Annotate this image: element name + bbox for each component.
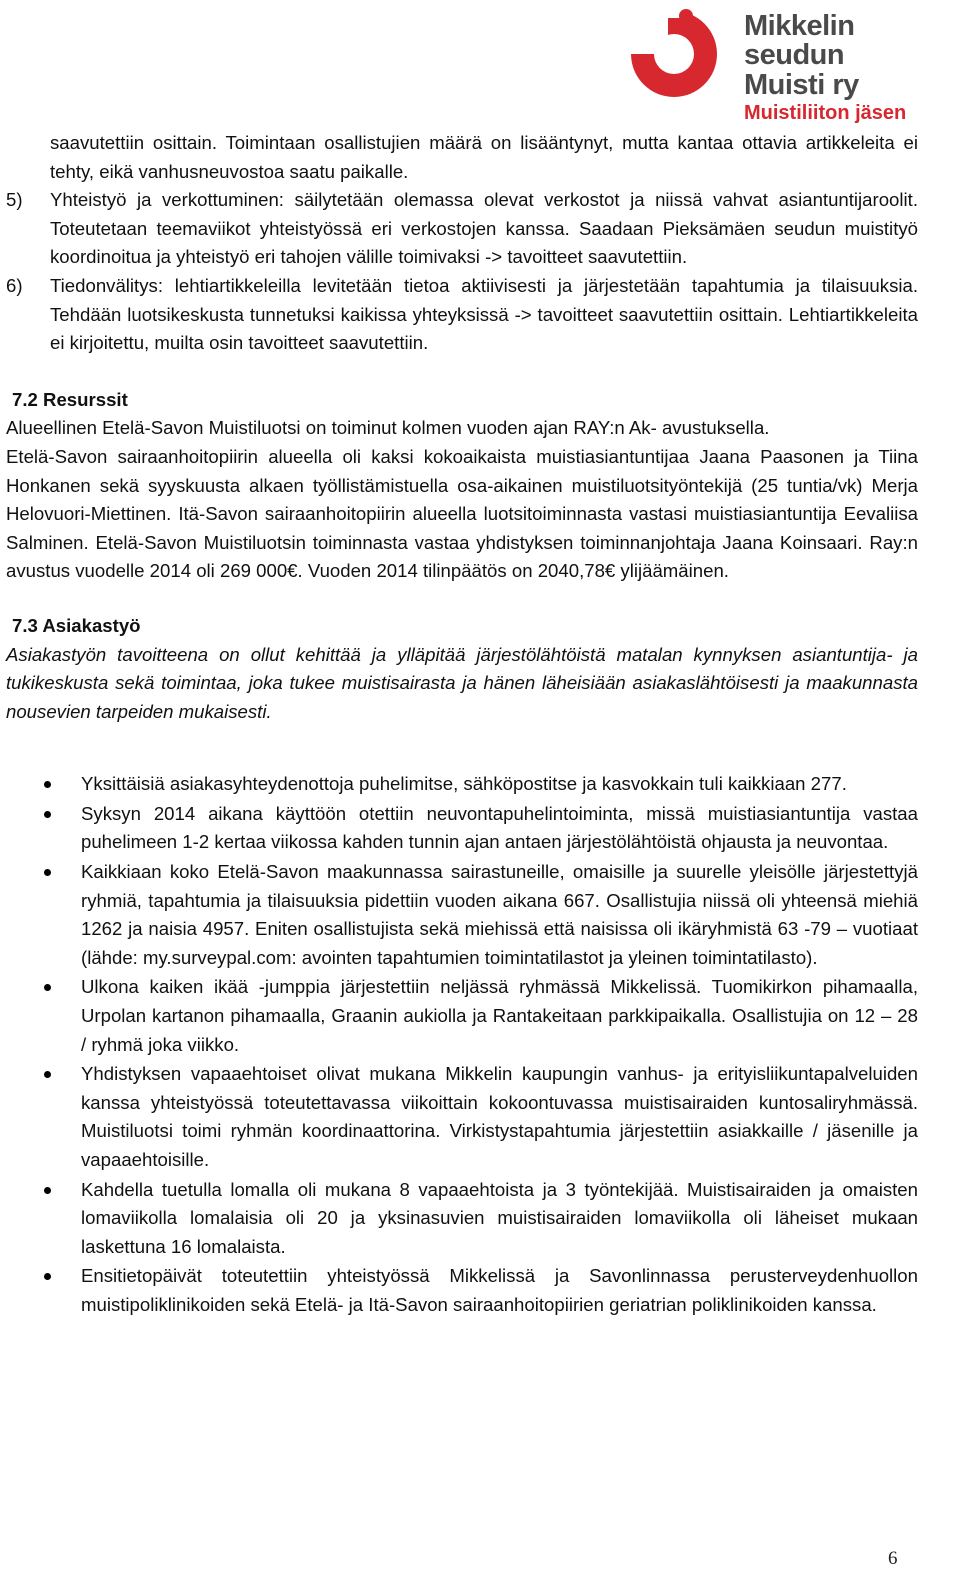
bullet-icon (44, 984, 51, 991)
bullet-icon (44, 1187, 51, 1194)
numbered-item (6, 272, 918, 358)
logo-line-1: Mikkelin seudun (744, 10, 855, 71)
resources-paragraph-2: Etelä-Savon sairaanhoitopiirin alueella oli kaksi kokoaikaista muistiasiantuntijaa Jaana Paasonen ja Tiina Honkanen sekä syyskuusta alkaen työllistämistuella osa-aikainen muistiluotsityöntekijä (25 tuntia/vk) Merja Helovuori-Miettinen. Itä-Savon sairaanhoitopiirin alueella luotsitoiminnasta vastasi muistiasiantuntija Eevaliisa Salminen. Etelä-Savon Muistiluotsin toiminnasta vastaa yhdistyksen toiminnanjohtaja Jaana Koinsaari. Ray:n avustus vuodelle 2014 oli 269 000€. Vuoden 2014 tilinpäätös on 2040,78€ ylijäämäinen. (6, 445, 918, 582)
section-heading (6, 612, 918, 641)
logo-line-2: Muisti ry (744, 69, 859, 101)
list-item (6, 1176, 918, 1262)
section-title: Resurssit (43, 388, 128, 410)
list-item-text: Syksyn 2014 aikana käyttöön otettiin neuvontapuhelintoiminta, missä muistiasiantuntija vastaa puhelimeen 1-2 kertaa viikossa kahden tunnin ajan antaen järjestölähtöistä ohjausta ja neuvontaa. (81, 802, 918, 853)
list-item-text: Ensitietopäivät toteutettiin yhteistyössä Mikkelissä ja Savonlinnassa perusterveydenhuollon muistipoliklinikoiden sekä Etelä- ja Itä-Savon sairaanhoitopiirien geriatrian poliklinikoiden kanssa. (81, 1265, 918, 1315)
section-heading (6, 386, 918, 415)
bullet-icon (44, 781, 51, 788)
list-item (6, 800, 918, 857)
list-item-text: Yksittäisiä asiakasyhteydenottoja puhelimitse, sähköpostitse ja kasvokkain tuli kaikkiaan 277. (81, 773, 847, 795)
organization-logo (628, 8, 954, 124)
list-item-text: Yhdistyksen vapaaehtoiset olivat mukana Mikkelin kaupungin vanhus- ja erityisliikuntapalveluiden kanssa yhteistyössä toteutettavassa viikoittain kokoontuvassa muistisairaiden kuntosaliryhmässä. Muistiluotsi toimi ryhmän koordinaattorina. Virkistystapahtumia järjestettiin asiakkaille / jäsenille ja vapaaehtoisille. (81, 1063, 918, 1170)
item-number: 6) (6, 274, 23, 296)
section-number: 7.3 (12, 614, 38, 636)
list-item (6, 973, 918, 1059)
logo-mark-icon (628, 8, 740, 104)
bullet-list (6, 770, 918, 1319)
logo-line-3: Muistiliiton jäsen (744, 102, 907, 124)
list-item (6, 1262, 918, 1319)
list-item-text: Ulkona kaiken ikää -jumppia järjestettiin neljässä ryhmässä Mikkelissä. Tuomikirkon pihamaalla, Urpolan kartanon pihamaalla, Graanin aukiolla ja Rantakeitaan parkkipaikalla. Osallistujia on 12 – 28 / ryhmä joka viikko. (81, 976, 918, 1055)
bullet-icon (44, 1071, 51, 1078)
list-item (6, 858, 918, 972)
item-text: Yhteistyö ja verkottuminen: säilytetään olemassa olevat verkostot ja niissä vahvat asiantuntijaroolit. Toteutetaan teemaviikot yhteistyössä eri verkostojen kanssa. Saadaan Pieksämäen seudun muistityö koordinoitua ja yhteistyö eri tahojen välille toimivaksi -> tavoitteet saavutettiin. (50, 189, 918, 268)
numbered-item (6, 186, 918, 272)
section-number: 7.2 (12, 388, 38, 410)
section-title: Asiakastyö (42, 614, 141, 636)
item-number: 5) (6, 189, 23, 211)
page-number: 6 (888, 1548, 898, 1569)
bullet-icon (44, 811, 51, 818)
bullet-icon (44, 1273, 51, 1280)
resources-paragraph-1: Alueellinen Etelä-Savon Muistiluotsi on toiminut kolmen vuoden ajan RAY:n Ak- avustuksella. (6, 417, 770, 439)
list-item-text: Kahdella tuetulla lomalla oli mukana 8 vapaaehtoista ja 3 työntekijää. Muistisairaiden ja omaisten lomaviikolla lomalaisia oli 20 ja yksinasuvien muistisairaiden lomaviikolla oli läheiset mukaan laskettuna 16 lomalaista. (81, 1178, 918, 1257)
logo-wordmark (744, 12, 954, 123)
document-body (6, 129, 918, 1321)
list-item (6, 770, 918, 799)
list-item-text: Kaikkiaan koko Etelä-Savon maakunnassa sairastuneille, omaisille ja suurelle yleisölle järjestettyjä ryhmiä, tapahtumia ja tilaisuuksia pidettiin vuoden aikana 667. Osallistujia niissä oli yhteensä miehiä 1262 ja naisia 4957. Eniten osallistujista sekä miehissä että naisissa oli ikäryhmistä 63 -79 – vuotiaat (lähde: my.surveypal.com: avointen tapahtumien toimintatilastot ja yleinen toimintatilasto). (81, 861, 918, 968)
list-item (6, 1060, 918, 1174)
client-work-intro: Asiakastyön tavoitteena on ollut kehittää ja ylläpitää järjestölähtöistä matalan kynnyksen asiantuntija- ja tukikeskusta sekä toimintaa, joka tukee muistisairasta ja hänen läheisiään asiakaslähtöisesti ja maakunnasta nousevien tarpeiden mukaisesti. (6, 643, 918, 722)
continuation-paragraph: saavutettiin osittain. Toimintaan osallistujien määrä on lisääntynyt, mutta kantaa ottavia artikkeleita ei tehty, eikä vanhusneuvostoa saatu paikalle. (50, 132, 918, 182)
item-text: Tiedonvälitys: lehtiartikkeleilla levitetään tietoa aktiivisesti ja järjestetään tapahtumia ja tilaisuuksia. Tehdään luotsikeskusta tunnetuksi kaikissa yhteyksissä -> tavoitteet saavutettiin osittain. Lehtiartikkeleita ei kirjoitettu, muilta osin tavoitteet saavutettiin. (50, 274, 918, 354)
bullet-icon (44, 869, 51, 876)
